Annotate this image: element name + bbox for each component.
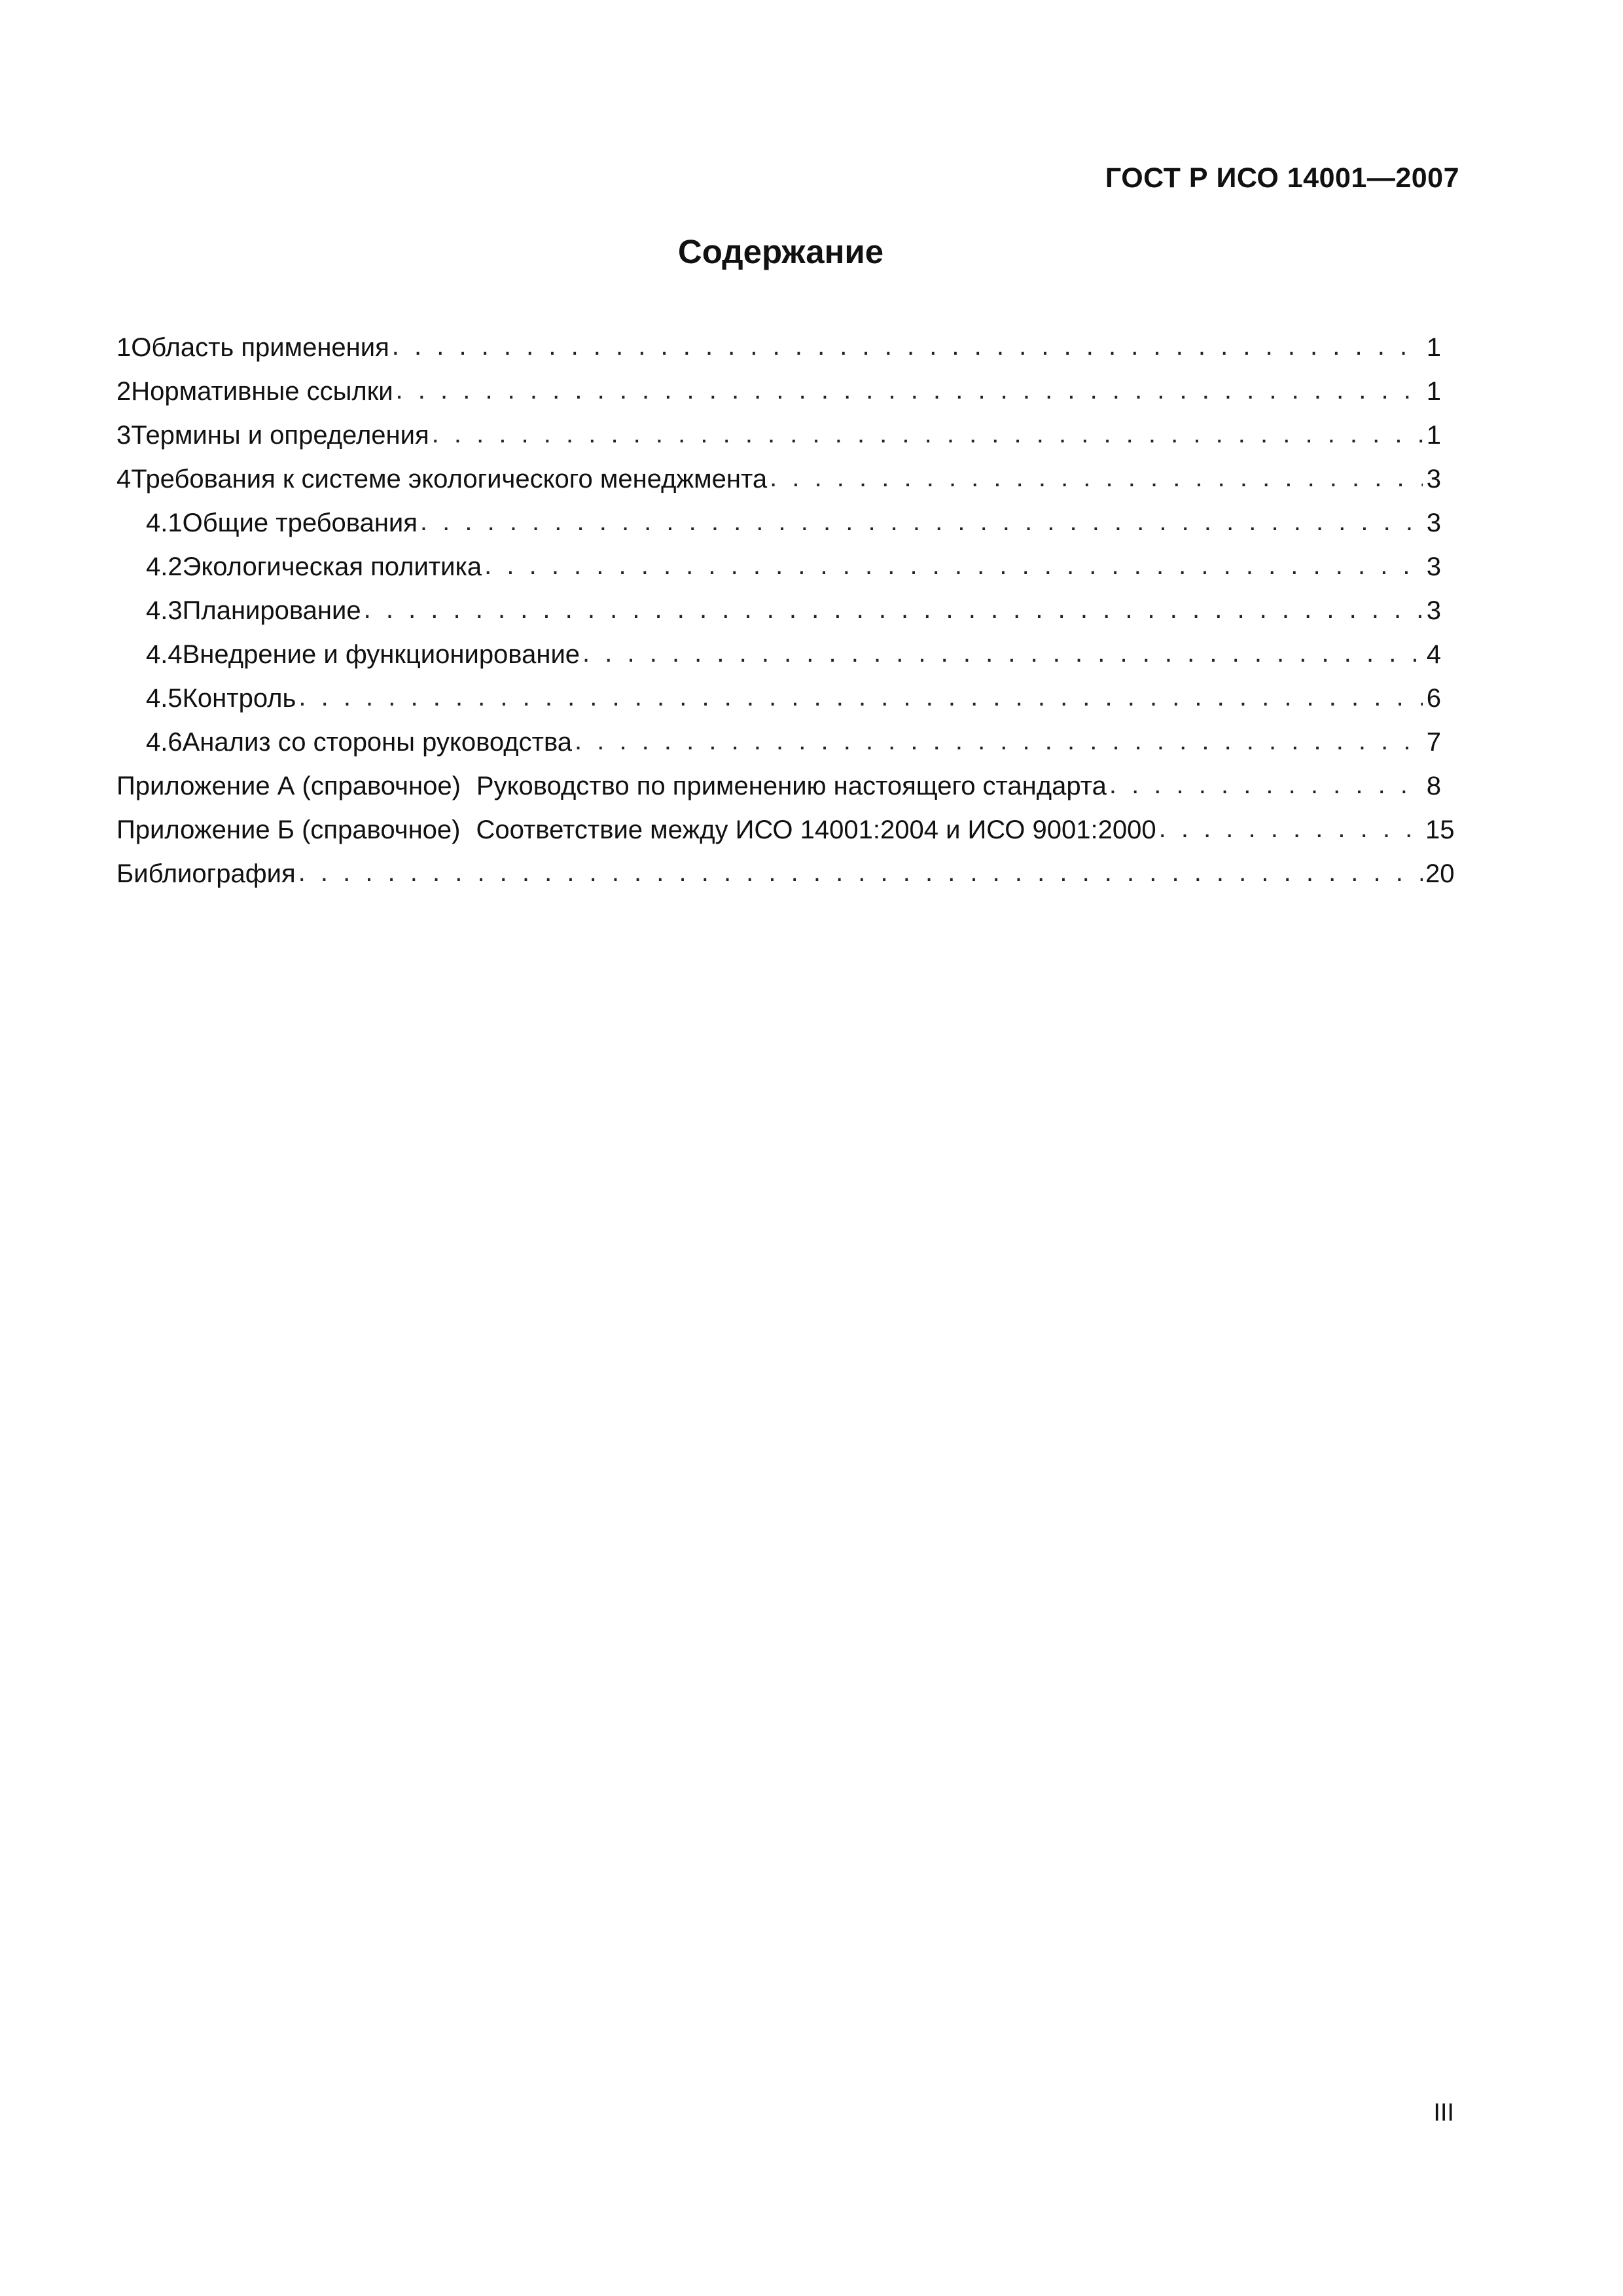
document-code: ГОСТ Р ИСО 14001—2007 xyxy=(1105,162,1459,194)
toc-entry-4-2[interactable] xyxy=(116,545,1441,589)
toc-entry-number: 4.6 xyxy=(146,728,183,757)
toc-entry-page: 1 xyxy=(1426,333,1441,362)
toc-entry-2[interactable] xyxy=(116,370,1441,414)
page-folio: III xyxy=(1433,2099,1454,2126)
dot-leader xyxy=(420,500,1423,544)
toc-entry-label: Руководство по применению настоящего стандарта xyxy=(476,772,1107,800)
toc-entry-label: Требования к системе экологического менеджмента xyxy=(131,465,768,493)
dot-leader xyxy=(298,675,1423,719)
dot-leader xyxy=(392,325,1423,368)
toc-entry-appendix-a[interactable] xyxy=(116,764,1441,808)
toc-entry-page: 1 xyxy=(1426,421,1441,450)
toc-entry-page: 1 xyxy=(1426,377,1441,406)
toc-entry-number: 4.1 xyxy=(146,509,183,537)
toc-entry-appendix-b[interactable] xyxy=(116,808,1455,852)
toc-entry-page: 7 xyxy=(1426,728,1441,757)
dot-leader xyxy=(484,544,1423,588)
dot-leader xyxy=(582,632,1423,675)
toc-entry-4[interactable] xyxy=(116,457,1441,501)
toc-entry-4-3[interactable] xyxy=(116,589,1441,633)
dot-leader xyxy=(1159,807,1423,851)
toc-entry-label: Внедрение и функционирование xyxy=(182,640,580,669)
toc-entry-page: 3 xyxy=(1426,596,1441,625)
toc-entry-label: Контроль xyxy=(182,684,296,713)
toc-entry-page: 20 xyxy=(1425,859,1455,888)
toc-entry-1[interactable] xyxy=(116,326,1441,370)
toc-appendix-prefix: Приложение А (справочное) xyxy=(116,772,461,800)
dot-leader xyxy=(432,412,1423,456)
toc-entry-number: 4 xyxy=(116,465,132,493)
toc-entry-number: 2 xyxy=(116,377,132,406)
toc-entry-bibliography[interactable] xyxy=(116,852,1455,896)
toc-entry-label: Экологическая политика xyxy=(182,552,482,581)
toc-entry-number: 3 xyxy=(116,421,132,450)
toc-entry-label: Общие требования xyxy=(182,509,418,537)
dot-leader xyxy=(396,368,1423,412)
toc-entry-page: 3 xyxy=(1426,509,1441,537)
toc-entry-label: Анализ со стороны руководства xyxy=(182,728,572,757)
toc-entry-number: 4.2 xyxy=(146,552,183,581)
toc-entry-4-4[interactable] xyxy=(116,633,1441,677)
toc-entry-page: 15 xyxy=(1425,816,1455,844)
toc-entry-number: 4.5 xyxy=(146,684,183,713)
table-of-contents xyxy=(116,326,1455,896)
toc-appendix-prefix: Приложение Б (справочное) xyxy=(116,816,461,844)
toc-entry-page: 3 xyxy=(1426,552,1441,581)
dot-leader xyxy=(575,719,1423,763)
toc-entry-page: 3 xyxy=(1426,465,1441,493)
dot-leader xyxy=(1109,763,1423,807)
dot-leader xyxy=(298,851,1423,895)
toc-entry-page: 8 xyxy=(1426,772,1441,800)
toc-entry-number: 4.3 xyxy=(146,596,183,625)
toc-title: Содержание xyxy=(677,233,884,270)
dot-leader xyxy=(364,588,1423,632)
toc-entry-4-1[interactable] xyxy=(116,501,1441,545)
toc-entry-3[interactable] xyxy=(116,414,1441,457)
toc-entry-label: Библиография xyxy=(116,859,296,888)
toc-entry-number: 4.4 xyxy=(146,640,183,669)
toc-entry-label: Термины и определения xyxy=(131,421,429,450)
toc-entry-page: 6 xyxy=(1426,684,1441,713)
toc-entry-label: Нормативные ссылки xyxy=(131,377,393,406)
toc-entry-label: Планирование xyxy=(182,596,361,625)
toc-entry-label: Соответствие между ИСО 14001:2004 и ИСО 9001:2000 xyxy=(476,816,1156,844)
toc-entry-number: 1 xyxy=(116,333,132,362)
dot-leader xyxy=(770,456,1423,500)
toc-entry-page: 4 xyxy=(1426,640,1441,669)
toc-entry-label: Область применения xyxy=(131,333,389,362)
toc-entry-4-6[interactable] xyxy=(116,721,1441,764)
toc-entry-4-5[interactable] xyxy=(116,677,1441,721)
